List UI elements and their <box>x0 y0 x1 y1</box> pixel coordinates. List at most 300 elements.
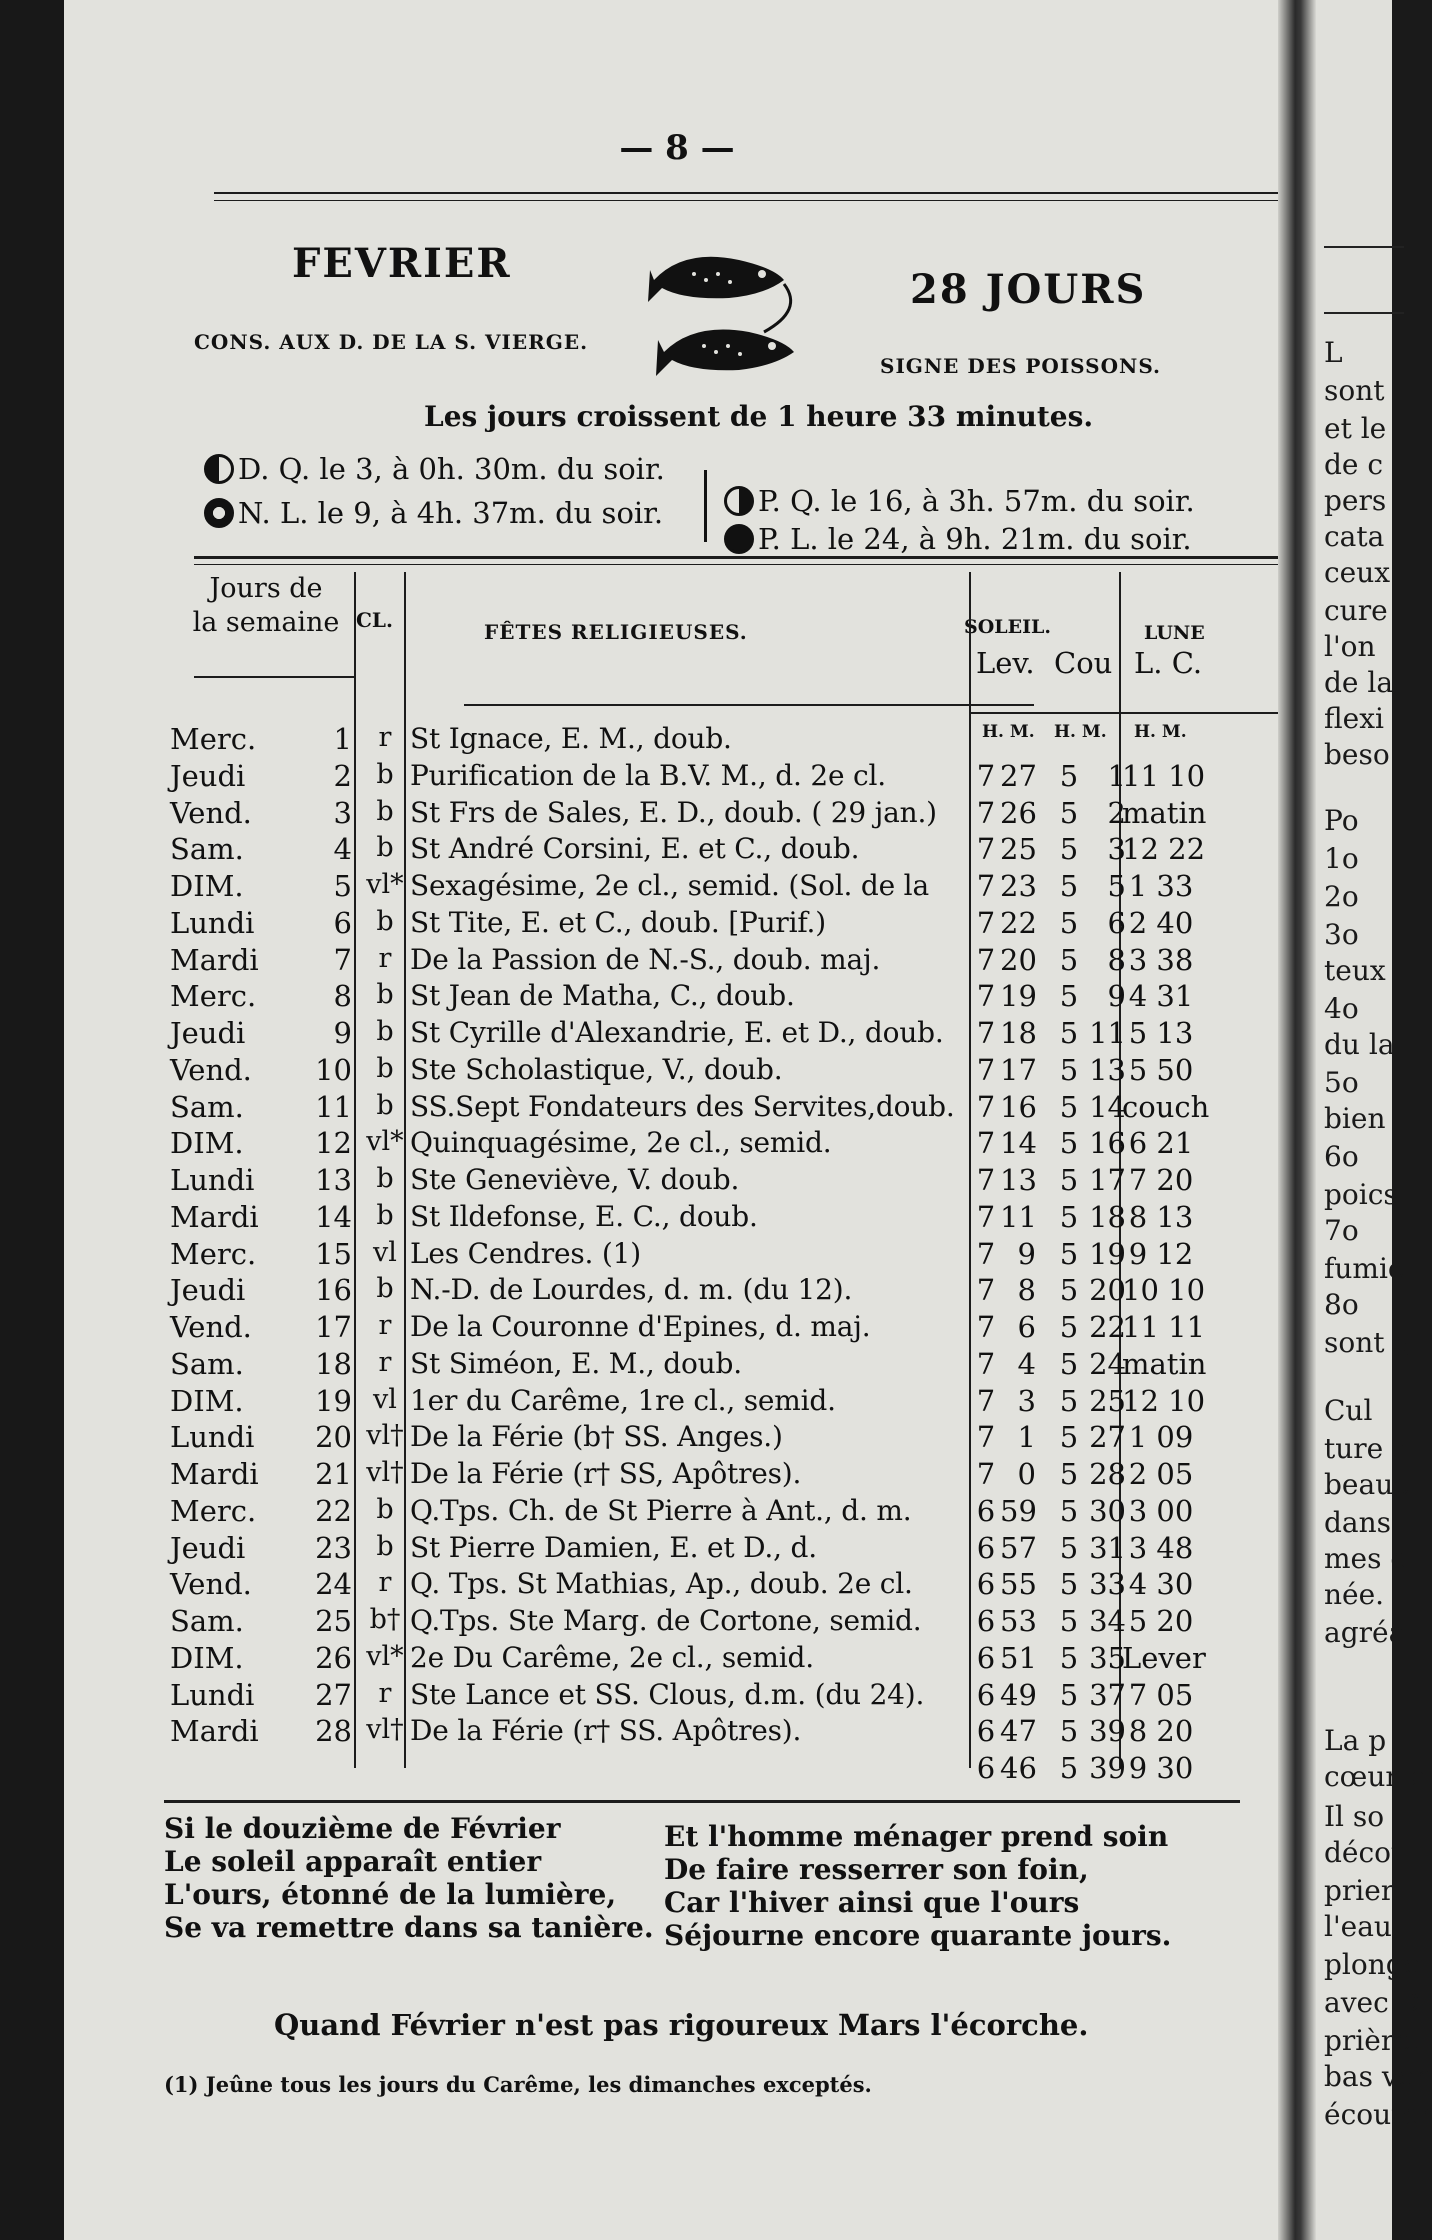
header-sun: SOLEIL. <box>964 616 1051 638</box>
sunset-hour: 5 <box>1059 1640 1079 1675</box>
weekday: DIM. <box>170 1640 244 1675</box>
sunset-minute: 37 <box>1089 1677 1126 1712</box>
sunrise-hour: 6 <box>976 1493 996 1528</box>
sunset-minute: 13 <box>1089 1052 1126 1087</box>
next-page-line: cœur p <box>1324 1760 1426 1793</box>
sunset-minute: 5 <box>1107 869 1126 903</box>
sunrise-minute: 46 <box>1000 1751 1037 1785</box>
table-row <box>170 979 1280 1015</box>
day-number: 17 <box>315 1310 352 1344</box>
next-page-line: prière. <box>1324 2024 1420 2057</box>
sunset-minute: 11 <box>1089 1016 1126 1050</box>
sunset-hour: 5 <box>1059 1163 1079 1197</box>
header-moon: LUNE <box>1144 622 1205 644</box>
sunset-minute: 24 <box>1089 1346 1126 1381</box>
book-gutter <box>1278 0 1316 2240</box>
moon-time: 7 20 <box>1128 1163 1194 1197</box>
weekday: Sam. <box>170 1346 244 1381</box>
liturgical-class: r <box>378 1310 392 1341</box>
sunrise-hour: 7 <box>976 1236 996 1271</box>
sunrise-hour: 6 <box>976 1714 996 1749</box>
header-rule-sun-moon <box>969 712 1279 714</box>
sunrise-hour: 7 <box>976 1126 996 1161</box>
moon-time: 6 21 <box>1128 1126 1194 1161</box>
sunset-minute: 18 <box>1089 1199 1126 1234</box>
moon-time: matin <box>1122 795 1207 830</box>
top-rule-thin <box>214 200 1290 201</box>
table-row <box>170 1641 1280 1677</box>
next-page-line: dans l <box>1324 1506 1409 1539</box>
weekday: Jeudi <box>170 758 246 793</box>
weekday: Vend. <box>170 795 252 830</box>
liturgical-class: r <box>378 1567 392 1599</box>
sunrise-hour: 6 <box>976 1677 996 1712</box>
next-page-line: et le <box>1324 412 1387 445</box>
phase-divider <box>704 470 707 542</box>
day-number: 8 <box>333 979 352 1014</box>
sunset-minute: 8 <box>1107 942 1126 977</box>
table-row <box>170 1016 1280 1052</box>
feast-name: St Ildefonse, E. C., doub. <box>410 1199 758 1233</box>
header-rule-days <box>194 676 354 678</box>
sunset-hour: 5 <box>1059 795 1079 830</box>
weekday: Sam. <box>170 1604 244 1638</box>
moon-time: 3 38 <box>1128 942 1194 977</box>
sunset-hour: 5 <box>1059 1530 1079 1565</box>
table-row <box>170 1494 1280 1530</box>
liturgical-class: b <box>376 1016 394 1047</box>
moon-time: 2 40 <box>1128 905 1194 940</box>
next-page-line: pers <box>1324 484 1387 517</box>
table-row <box>170 1678 1280 1714</box>
sunset-hour: 5 <box>1059 1310 1079 1344</box>
weekday: Jeudi <box>170 1273 246 1308</box>
day-number: 27 <box>315 1677 352 1712</box>
sunset-minute: 22 <box>1089 1310 1126 1344</box>
sunrise-hour: 7 <box>976 1163 996 1197</box>
moon-phase-full-moon: P. L. le 24, à 9h. 21m. du soir. <box>724 522 1192 556</box>
sunset-hour: 5 <box>1059 1236 1079 1271</box>
sunrise-hour: 7 <box>976 942 996 977</box>
next-page-line: 1o <box>1324 842 1359 875</box>
next-page-line: 6o <box>1324 1140 1359 1173</box>
weekday: DIM. <box>170 1126 244 1161</box>
moon-time: 5 13 <box>1128 1016 1194 1050</box>
sunrise-minute: 59 <box>1000 1493 1037 1528</box>
liturgical-class: b <box>376 979 394 1011</box>
sunset-hour: 5 <box>1059 1383 1079 1418</box>
sunrise-hour: 6 <box>976 1567 996 1602</box>
table-top-rule-thin <box>194 564 1290 565</box>
feast-name: Ste Geneviève, V. doub. <box>410 1163 740 1196</box>
sunrise-hour: 7 <box>976 1052 996 1087</box>
next-page-line: fumie <box>1324 1252 1405 1285</box>
sunset-minute: 6 <box>1107 905 1126 940</box>
table-row <box>170 869 1280 905</box>
next-page-line: Cul <box>1324 1394 1373 1427</box>
liturgical-class: b <box>376 1199 394 1231</box>
weekday: Vend. <box>170 1567 252 1602</box>
day-number: 13 <box>315 1163 352 1197</box>
sunrise-minute: 9 <box>1017 1236 1036 1271</box>
sunset-hour: 5 <box>1059 1089 1079 1124</box>
top-rule <box>214 192 1290 194</box>
moon-time: 5 50 <box>1128 1052 1194 1087</box>
day-number: 1 <box>333 722 352 756</box>
day-number: 20 <box>315 1420 352 1455</box>
next-page-line: écouter <box>1324 2098 1432 2131</box>
next-page-line: bien <box>1324 1102 1386 1135</box>
sunset-hour: 5 <box>1059 905 1079 940</box>
moon-time: 5 20 <box>1128 1604 1194 1638</box>
weekday: Merc. <box>170 1493 257 1528</box>
liturgical-class: b <box>376 1163 394 1194</box>
liturgical-class: r <box>378 722 392 753</box>
sunrise-minute: 18 <box>1000 1016 1037 1050</box>
sunset-hour: 5 <box>1059 1604 1079 1638</box>
sunset-hour: 5 <box>1059 1677 1079 1712</box>
day-number: 5 <box>333 869 352 903</box>
zodiac-sign-label: SIGNE DES POISSONS. <box>880 354 1162 378</box>
day-number: 12 <box>315 1126 352 1161</box>
feast-name: Q. Tps. St Mathias, Ap., doub. 2e cl. <box>410 1567 913 1601</box>
day-number: 22 <box>315 1493 352 1528</box>
day-number: 10 <box>315 1052 352 1087</box>
sunset-hour: 5 <box>1059 942 1079 977</box>
liturgical-class: r <box>378 942 392 974</box>
sunset-hour: 5 <box>1059 1016 1079 1050</box>
next-page-line: beso <box>1324 738 1390 771</box>
liturgical-class: vl† <box>366 1457 404 1488</box>
table-row <box>170 1751 1280 1787</box>
sunrise-minute: 51 <box>1000 1640 1037 1675</box>
moon-time: 7 05 <box>1128 1677 1194 1712</box>
sunrise-minute: 0 <box>1017 1457 1036 1491</box>
liturgical-class: b <box>376 832 394 864</box>
feast-name: De la Couronne d'Epines, d. maj. <box>410 1310 871 1343</box>
day-number: 16 <box>315 1273 352 1308</box>
next-page-line: l'eau, <box>1324 1910 1401 1943</box>
sunrise-hour: 7 <box>976 795 996 830</box>
next-page-line: cata <box>1324 520 1385 553</box>
sunrise-hour: 6 <box>976 1530 996 1565</box>
sunset-hour: 5 <box>1059 1714 1079 1749</box>
day-number: 25 <box>315 1604 352 1638</box>
weekday: Lundi <box>170 1677 255 1712</box>
sunset-minute: 14 <box>1089 1089 1126 1124</box>
sunset-minute: 25 <box>1089 1383 1126 1418</box>
feast-name: St Pierre Damien, E. et D., d. <box>410 1530 817 1564</box>
sunset-hour: 5 <box>1059 1199 1079 1234</box>
moon-time: 11 11 <box>1122 1310 1206 1344</box>
moon-time: Lever <box>1122 1640 1206 1675</box>
sunrise-minute: 3 <box>1017 1383 1036 1418</box>
feast-name: St André Corsini, E. et C., doub. <box>410 832 860 866</box>
table-row <box>170 796 1280 832</box>
next-page-rule-2 <box>1324 312 1404 314</box>
feast-name: De la Férie (b† SS. Anges.) <box>410 1420 783 1454</box>
moon-time: 10 10 <box>1122 1273 1206 1308</box>
weekday: DIM. <box>170 869 244 903</box>
footnote: (1) Jeûne tous les jours du Carême, les dimanches exceptés. <box>164 2072 872 2097</box>
liturgical-class: vl* <box>366 1126 404 1158</box>
moon-phase-first-quarter: P. Q. le 16, à 3h. 57m. du soir. <box>724 484 1195 518</box>
header-moon-columns: L. C. <box>1134 646 1203 680</box>
sunset-minute: 9 <box>1107 979 1126 1014</box>
sunset-minute: 39 <box>1089 1714 1126 1749</box>
liturgical-class: b <box>376 1089 394 1121</box>
feast-name: Ste Lance et SS. Clous, d.m. (du 24). <box>410 1677 925 1711</box>
sunset-hour: 5 <box>1059 1567 1079 1602</box>
sunrise-hour: 7 <box>976 1089 996 1124</box>
sunset-minute: 19 <box>1089 1236 1126 1271</box>
liturgical-class: vl† <box>366 1420 404 1452</box>
feast-name: Q.Tps. Ste Marg. de Cortone, semid. <box>410 1604 922 1637</box>
table-row <box>170 906 1280 942</box>
sunrise-minute: 20 <box>1000 942 1037 977</box>
sunrise-minute: 14 <box>1000 1126 1037 1161</box>
liturgical-class: vl† <box>366 1714 404 1746</box>
next-page-line: teux <box>1324 954 1386 987</box>
next-page-line: 7o <box>1324 1214 1359 1247</box>
weekday: Jeudi <box>170 1530 246 1565</box>
sunrise-minute: 47 <box>1000 1714 1037 1749</box>
feast-name: Sexagésime, 2e cl., semid. (Sol. de la <box>410 869 929 902</box>
sunset-minute: 28 <box>1089 1457 1126 1491</box>
next-page-line: cure <box>1324 594 1388 627</box>
day-number: 28 <box>315 1714 352 1749</box>
table-row <box>170 1200 1280 1236</box>
sunset-hour: 5 <box>1059 1457 1079 1491</box>
next-page-line: 4o <box>1324 992 1359 1025</box>
first-quarter-icon <box>724 486 754 516</box>
day-number: 24 <box>315 1567 352 1602</box>
sunset-hour: 5 <box>1059 1751 1079 1785</box>
moon-time: 8 20 <box>1128 1714 1194 1749</box>
feast-name: St Jean de Matha, C., doub. <box>410 979 795 1013</box>
liturgical-class: vl* <box>366 1640 404 1672</box>
table-row <box>170 1420 1280 1456</box>
next-page-line: flexi <box>1324 702 1384 735</box>
proverb-left: Si le douzième de Février Le soleil apparaît entier L'ours, étonné de la lumière, Se va remettre dans sa tanière. <box>164 1812 654 1944</box>
moon-time: 8 13 <box>1128 1199 1194 1234</box>
daylight-note: Les jours croissent de 1 heure 33 minutes. <box>424 400 1094 433</box>
hm-label-rise: H. M. <box>982 722 1035 742</box>
proverb-motto: Quand Février n'est pas rigoureux Mars l'écorche. <box>274 2008 1089 2042</box>
next-page-line: Po <box>1324 804 1359 837</box>
next-page-line: du la <box>1324 1028 1395 1061</box>
day-number: 15 <box>315 1236 352 1271</box>
sunset-minute: 3 <box>1107 832 1126 867</box>
liturgical-class: b <box>376 1273 394 1305</box>
next-page-line: ture d <box>1324 1432 1411 1465</box>
weekday: DIM. <box>170 1383 244 1418</box>
sunrise-minute: 4 <box>1017 1346 1036 1381</box>
weekday: Mardi <box>170 1457 259 1491</box>
day-number: 19 <box>315 1383 352 1418</box>
new-moon-icon <box>204 498 234 528</box>
sunset-hour: 5 <box>1059 979 1079 1014</box>
weekday: Lundi <box>170 1420 255 1455</box>
next-page-fragment <box>1316 0 1432 2240</box>
feast-name: 2e Du Carême, 2e cl., semid. <box>410 1640 814 1674</box>
feast-name: Quinquagésime, 2e cl., semid. <box>410 1126 832 1160</box>
sunrise-hour: 7 <box>976 1016 996 1050</box>
sunrise-hour: 7 <box>976 1420 996 1455</box>
sunset-minute: 34 <box>1089 1604 1126 1638</box>
table-row <box>170 1531 1280 1567</box>
month-dedication: CONS. AUX D. DE LA S. VIERGE. <box>194 330 589 354</box>
sunset-minute: 16 <box>1089 1126 1126 1161</box>
feast-name: St Frs de Sales, E. D., doub. ( 29 jan.) <box>410 795 937 829</box>
sunrise-hour: 7 <box>976 1310 996 1344</box>
moon-time: 4 31 <box>1128 979 1194 1014</box>
table-row <box>170 1310 1280 1346</box>
weekday: Jeudi <box>170 1016 246 1050</box>
header-feasts: FÊTES RELIGIEUSES. <box>484 620 748 644</box>
moon-time: 1 33 <box>1128 869 1194 903</box>
pisces-fish-icon <box>644 240 804 390</box>
table-row <box>170 1604 1280 1640</box>
sunset-hour: 5 <box>1059 1346 1079 1381</box>
table-row <box>170 832 1280 868</box>
header-weekday: Jours de la semaine <box>192 573 340 638</box>
table-row <box>170 943 1280 979</box>
sunset-hour: 5 <box>1059 1273 1079 1308</box>
liturgical-class: vl* <box>366 869 404 900</box>
sunrise-minute: 16 <box>1000 1089 1037 1124</box>
sunset-minute: 30 <box>1089 1493 1126 1528</box>
sunset-hour: 5 <box>1059 869 1079 903</box>
feast-name: N.-D. de Lourdes, d. m. (du 12). <box>410 1273 853 1307</box>
sunset-hour: 5 <box>1059 1126 1079 1161</box>
table-row <box>170 722 1280 758</box>
moon-time: 9 30 <box>1128 1751 1194 1785</box>
sunrise-hour: 7 <box>976 905 996 940</box>
moon-time: couch <box>1122 1089 1210 1124</box>
day-number: 23 <box>315 1530 352 1565</box>
day-number: 21 <box>315 1457 352 1491</box>
sunrise-hour: 6 <box>976 1640 996 1675</box>
moon-time: 3 00 <box>1128 1493 1194 1528</box>
day-number: 9 <box>333 1016 352 1050</box>
sunset-minute: 20 <box>1089 1273 1126 1308</box>
weekday: Merc. <box>170 1236 257 1271</box>
table-row <box>170 759 1280 795</box>
sunrise-minute: 25 <box>1000 832 1037 867</box>
sunrise-hour: 7 <box>976 1457 996 1491</box>
weekday: Sam. <box>170 1089 244 1124</box>
next-page-line: beauc <box>1324 1468 1409 1501</box>
sunset-minute: 27 <box>1089 1420 1126 1455</box>
liturgical-class: b <box>376 758 394 790</box>
month-title: FEVRIER <box>292 240 512 287</box>
next-page-line: plonge <box>1324 1948 1421 1981</box>
liturgical-class: r <box>378 1677 392 1709</box>
day-number: 2 <box>333 758 352 793</box>
sunrise-minute: 6 <box>1017 1310 1036 1344</box>
sunrise-hour: 6 <box>976 1604 996 1638</box>
next-page-line: La p <box>1324 1724 1387 1757</box>
moon-time: 11 10 <box>1122 758 1206 793</box>
almanac-page <box>64 0 1290 2240</box>
next-page-rule <box>1324 246 1404 248</box>
sunset-minute: 17 <box>1089 1163 1126 1197</box>
feast-name: Ste Scholastique, V., doub. <box>410 1052 783 1086</box>
weekday: Merc. <box>170 722 257 756</box>
feast-name: St Cyrille d'Alexandrie, E. et D., doub. <box>410 1016 944 1049</box>
sunset-hour: 5 <box>1059 832 1079 867</box>
next-page-line: agréal <box>1324 1616 1415 1649</box>
page-number: — 8 — <box>619 128 735 168</box>
weekday: Mardi <box>170 942 259 977</box>
table-row <box>170 1384 1280 1420</box>
table-row <box>170 1273 1280 1309</box>
liturgical-class: b <box>376 905 394 937</box>
weekday: Merc. <box>170 979 257 1014</box>
sunrise-minute: 55 <box>1000 1567 1037 1602</box>
sunrise-minute: 53 <box>1000 1604 1037 1638</box>
liturgical-class: b <box>376 1493 394 1525</box>
liturgical-class: b† <box>369 1604 401 1635</box>
table-row <box>170 1090 1280 1126</box>
day-number: 18 <box>315 1346 352 1381</box>
moon-time: 3 48 <box>1128 1530 1194 1565</box>
liturgical-class: b <box>376 1530 394 1562</box>
sunrise-minute: 57 <box>1000 1530 1037 1565</box>
liturgical-class: vl <box>373 1383 397 1415</box>
scan-dark-edge <box>0 0 64 2240</box>
moon-time: 12 22 <box>1122 832 1206 867</box>
hm-label-moon: H. M. <box>1134 722 1187 742</box>
weekday: Lundi <box>170 1163 255 1197</box>
day-number: 3 <box>333 795 352 830</box>
sunrise-minute: 17 <box>1000 1052 1037 1087</box>
table-row <box>170 1457 1280 1493</box>
sunrise-hour: 7 <box>976 832 996 867</box>
table-row <box>170 1347 1280 1383</box>
sunrise-hour: 7 <box>976 1346 996 1381</box>
next-page-line: ceux <box>1324 556 1391 589</box>
moon-time: 4 30 <box>1128 1567 1194 1602</box>
day-number: 7 <box>333 942 352 977</box>
sunrise-minute: 11 <box>1000 1199 1037 1234</box>
next-page-line: mes e <box>1324 1542 1407 1575</box>
proverb-right: Et l'homme ménager prend soin De faire resserrer son foin, Car l'hiver ainsi que l'ours Séjourne encore quarante jours. <box>664 1820 1172 1952</box>
moon-time: 2 05 <box>1128 1457 1194 1491</box>
feast-name: Purification de la B.V. M., d. 2e cl. <box>410 758 886 792</box>
moon-time: matin <box>1122 1346 1207 1381</box>
next-page-line: bas ver <box>1324 2060 1428 2093</box>
feast-name: De la Passion de N.-S., doub. maj. <box>410 942 881 976</box>
sunrise-hour: 7 <box>976 1273 996 1308</box>
feast-name: St Ignace, E. M., doub. <box>410 722 732 755</box>
sunrise-hour: 6 <box>976 1751 996 1785</box>
sunset-minute: 35 <box>1089 1640 1126 1675</box>
day-number: 4 <box>333 832 352 867</box>
liturgical-class: b <box>376 1052 394 1084</box>
sunrise-hour: 7 <box>976 1199 996 1234</box>
sunset-minute: 39 <box>1089 1751 1126 1785</box>
table-row <box>170 1714 1280 1750</box>
moon-phase-last-quarter: D. Q. le 3, à 0h. 30m. du soir. <box>204 452 665 486</box>
moon-time: 1 09 <box>1128 1420 1194 1455</box>
sunset-minute: 33 <box>1089 1567 1126 1602</box>
sunrise-hour: 7 <box>976 869 996 903</box>
sunrise-minute: 26 <box>1000 795 1037 830</box>
weekday: Mardi <box>170 1714 259 1749</box>
feast-name: SS.Sept Fondateurs des Servites,doub. <box>410 1089 955 1123</box>
